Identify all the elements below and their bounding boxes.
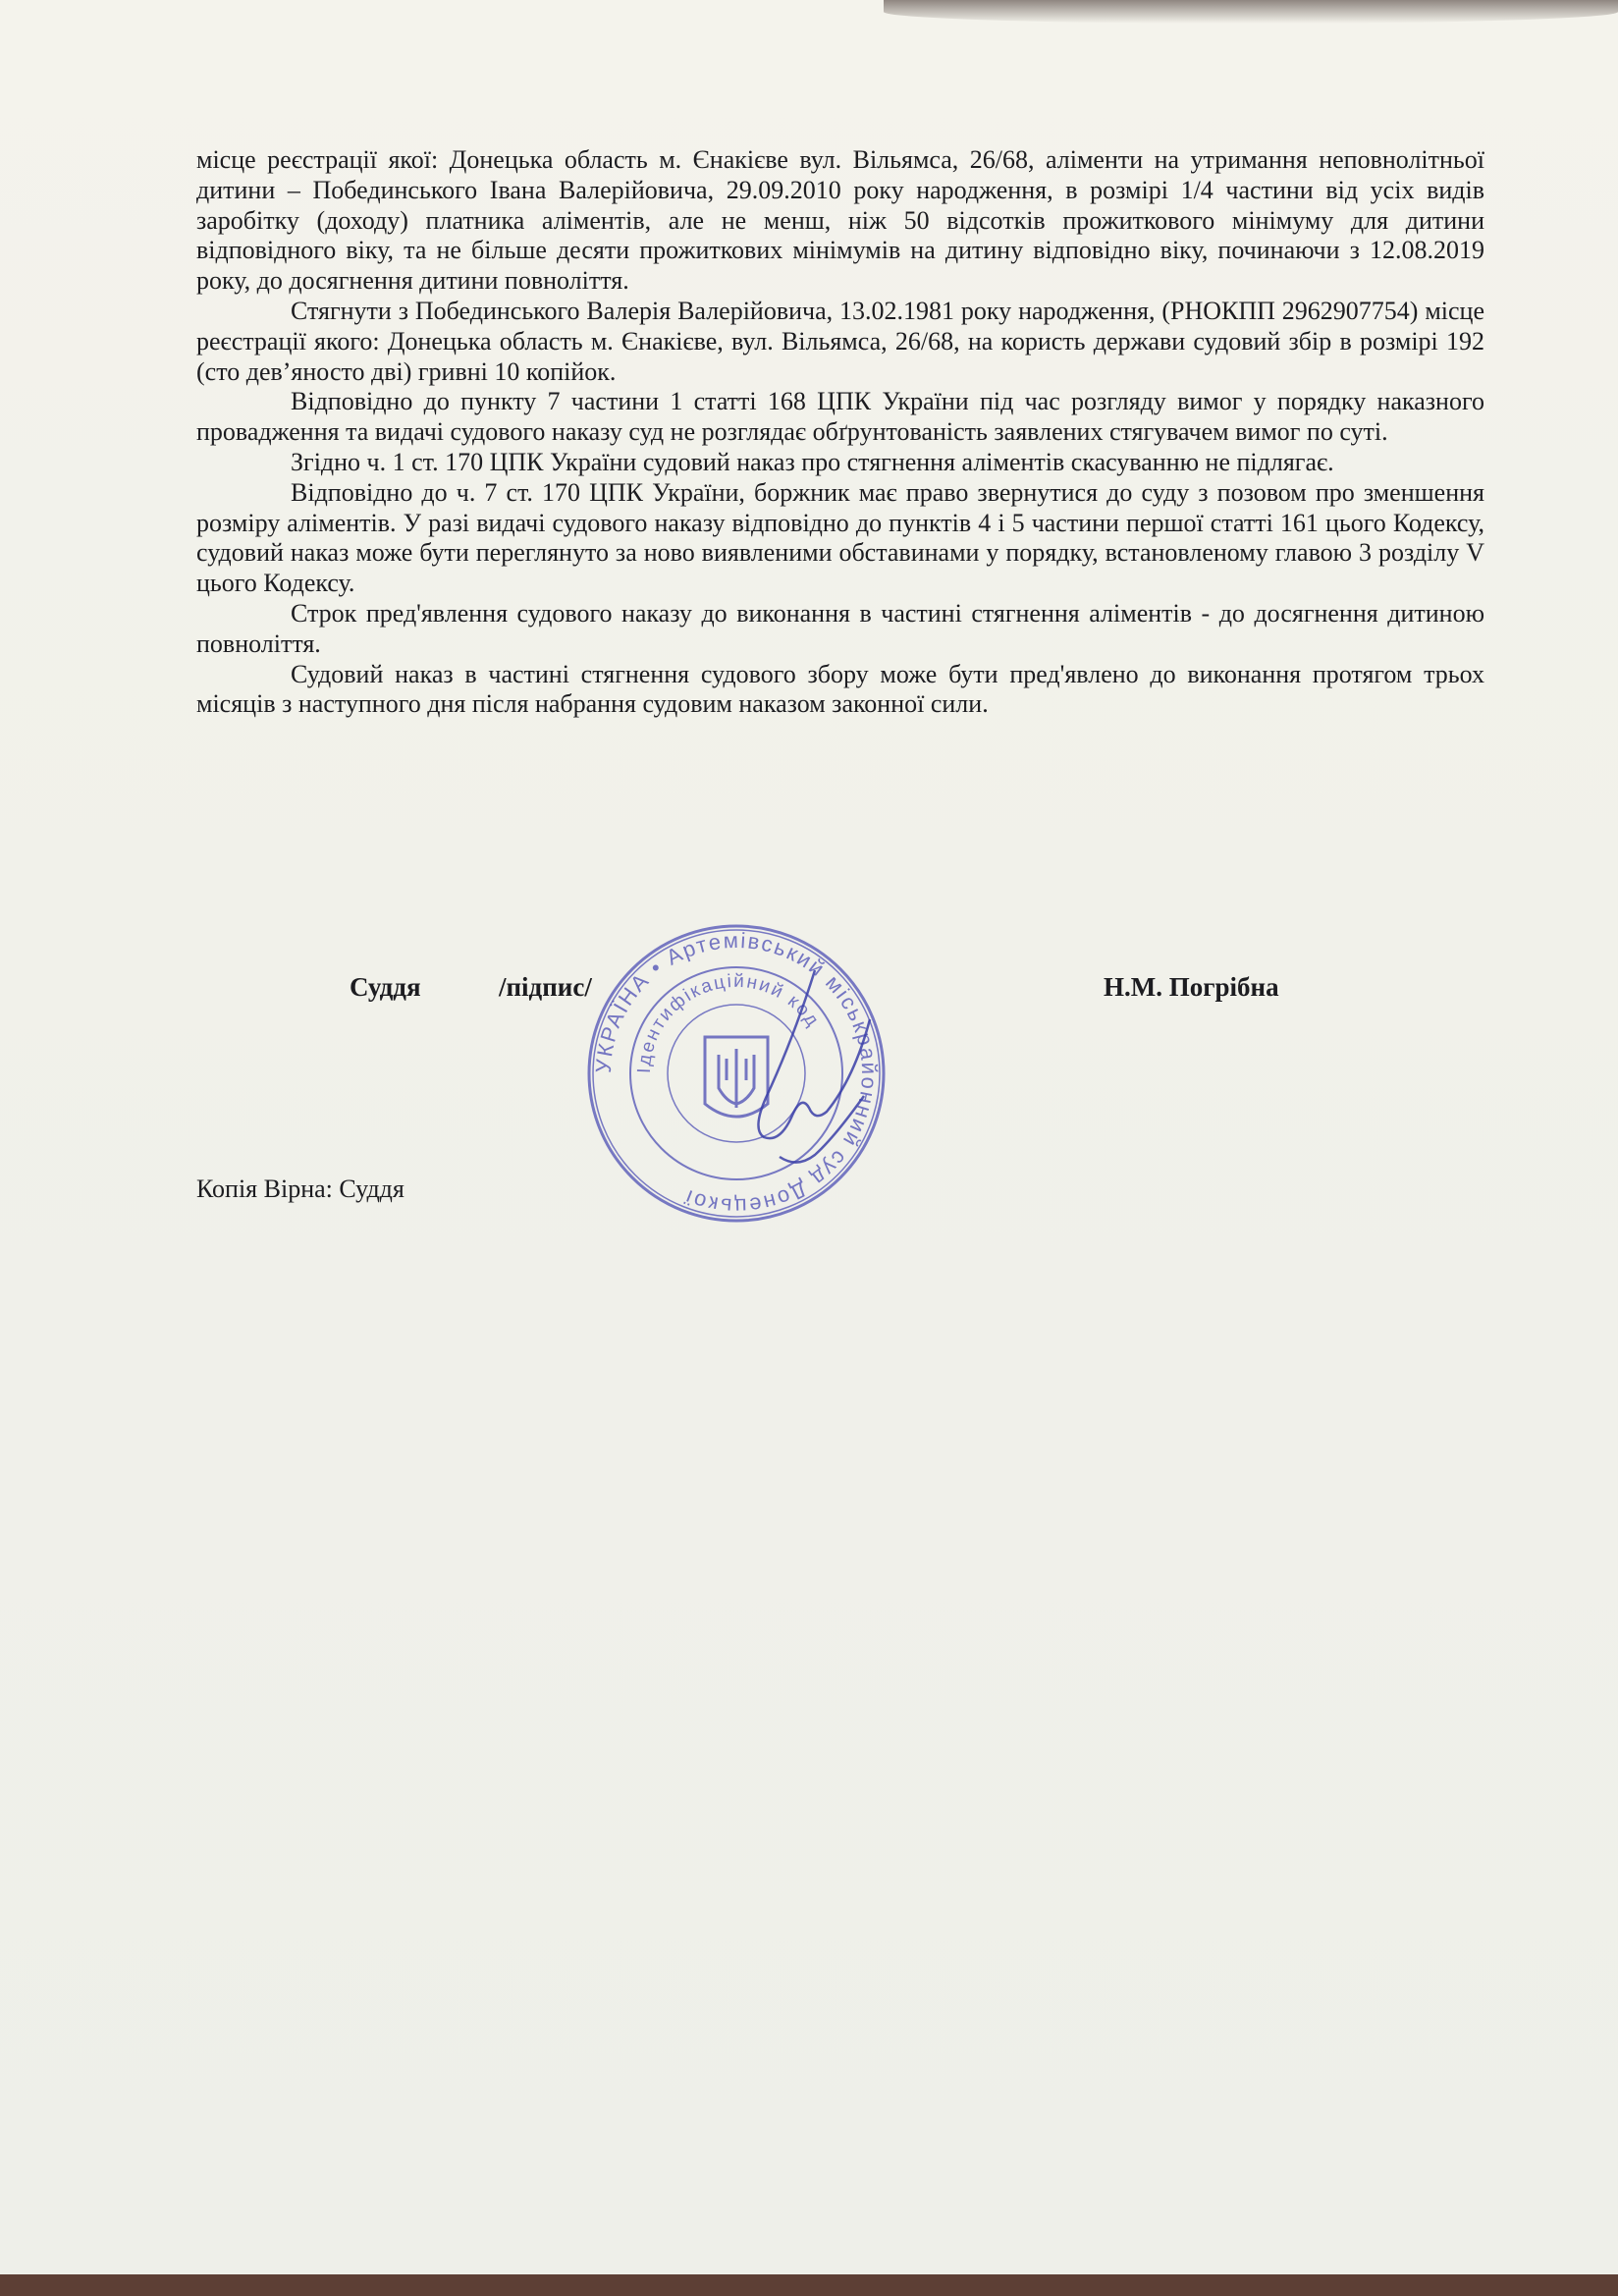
- paragraph-article-168: Відповідно до пункту 7 частини 1 статті 168 ЦПК України під час розгляду вимог у порядку наказного провадження та видачі судового наказу суд не розглядає обґрунтованість заявлених стягувачем вимог по суті.: [196, 387, 1484, 447]
- signature-role: Суддя: [350, 972, 421, 1002]
- paragraph-alimony-continuation: місце реєстрації якої: Донецька область м. Єнакієве вул. Вільямса, 26/68, аліменти на утримання неповнолітньої дитини – Побединського Івана Валерійовича, 29.09.2010 року народження, в розмірі 1/4 частини від усіх видів заробітку (доходу) платника аліментів, але не менш, ніж 50 відсотків прожиткового мінімуму для дитини відповідного віку, та не більше десяти прожиткових мінімумів на дитину відповідно віку, починаючи з 12.08.2019 року, до досягнення дитини повноліття.: [196, 145, 1484, 296]
- certified-copy-line: Копія Вірна: Суддя: [196, 1175, 404, 1203]
- document-body: [196, 145, 1484, 720]
- judge-name: Н.М. Погрібна: [1104, 972, 1279, 1002]
- paragraph-court-fee: Стягнути з Побединського Валерія Валерійовича, 13.02.1981 року народження, (РНОКПП 2962907754) місце реєстрації якого: Донецька область м. Єнакієве, вул. Вільямса, 26/68, на користь держави судовий збір в розмірі 192 (сто дев’яносто дві) гривні 10 копійок.: [196, 296, 1484, 386]
- paragraph-article-170-part-1: Згідно ч. 1 ст. 170 ЦПК України судовий наказ про стягнення аліментів скасуванню не підлягає.: [291, 447, 1334, 476]
- court-seal-stamp: [569, 911, 903, 1235]
- stamp-inner-text: Ідентифікаційний код: [633, 970, 824, 1074]
- paragraph-enforcement-term-fee: Судовий наказ в частині стягнення судового збору може бути пред'явлено до виконання протягом трьох місяців з наступного дня після набрання судовим наказом законної сили.: [196, 659, 1484, 719]
- scan-background-edge: [0, 2274, 1618, 2296]
- stamp-outer-text: УКРАЇНА • Артемівський міськрайонний суд Донецької: [590, 927, 883, 1220]
- trident-emblem-icon: [705, 1037, 768, 1117]
- paragraph-enforcement-term-alimony: Строк пред'явлення судового наказу до виконання в частині стягнення аліментів - до досягнення дитиною повноліття.: [196, 598, 1484, 658]
- signature-mark: /підпис/: [499, 972, 592, 1002]
- page-fold-shadow: [884, 0, 1618, 24]
- paragraph-article-170-part-7: Відповідно до ч. 7 ст. 170 ЦПК України, боржник має право звернутися до суду з позовом про зменшення розміру аліментів. У разі видачі судового наказу відповідно до пунктів 4 і 5 частини першої статті 161 цього Кодексу, судовий наказ може бути переглянуто за ново виявленими обставинами у порядку, встановленому главою 3 розділу V цього Кодексу.: [196, 477, 1484, 598]
